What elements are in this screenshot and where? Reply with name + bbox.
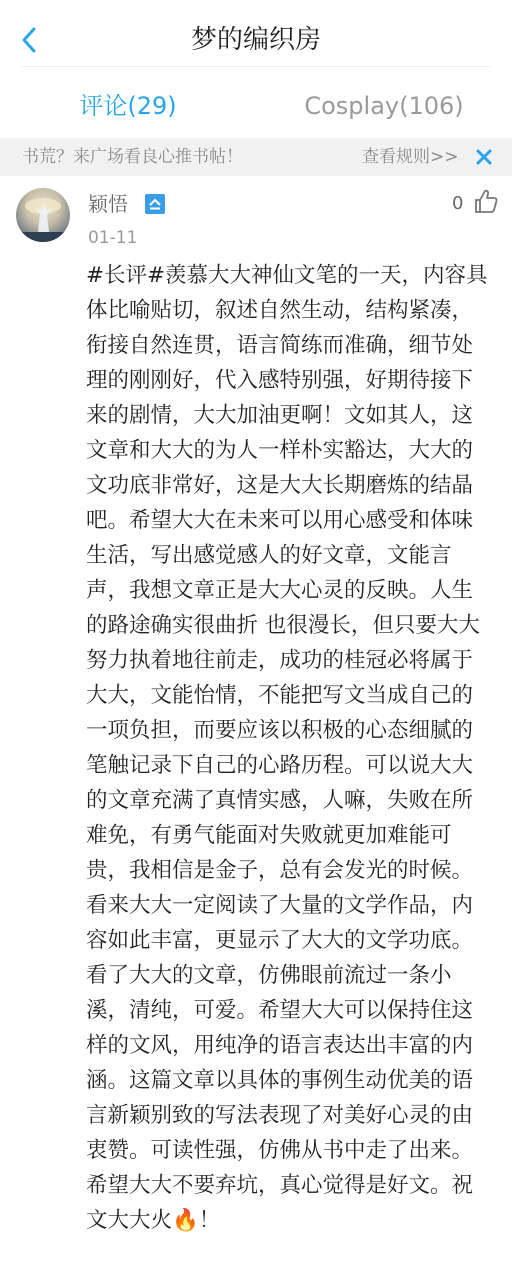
close-icon[interactable] [474,147,494,167]
avatar-image [16,188,70,242]
top-bar [0,0,512,80]
rules-link[interactable]: 查看规则>> [362,147,459,167]
banner-text[interactable]: 书荒？来广场看良心推书帖！ [22,147,243,167]
comment-item [0,176,512,1280]
divider [22,66,490,67]
like-count: 0 [452,193,464,214]
page-title: 梦的编织房 [190,25,321,55]
thumbs-up-icon[interactable] [474,188,498,214]
tab-comments[interactable]: 评论(29) [79,92,177,120]
username[interactable]: 颖悟 [88,192,128,216]
level-badge-icon [145,194,165,214]
tab-cosplay[interactable]: Cosplay(106) [304,92,464,120]
promo-banner [0,138,512,176]
tab-bar [0,80,512,132]
comment-date: 01-11 [88,228,138,248]
comment-body: #长评#羡慕大大神仙文笔的一天，内容具体比喻贴切，叙述自然生动，结构紧凑，衔接自然连贯，语言简练而准确，细节处理的刚刚好，代入感特别强，好期待接下来的剧情，大大加油更啊！文如其人，这文章和大大的为人一样朴实豁达，大大的文功底非常好，这是大大长期磨炼的结晶吧。希望大大在未来可以用心感受和体味生活，写出感觉感人的好文章，文能言声，我想文章正是大大心灵的反映。人生的路途确实很曲折 也很漫长，但只要大大努力执着地往前走，成功的桂冠必将属于大大，文能怡情，不能把写文当成自己的一项负担，而要应该以积极的心态细腻的笔触记录下自己的心路历程。可以说大大的文章充满了真情实感，人嘛，失败在所难免，有勇气能面对失败就更加难能可贵，我相信是金子，总有会发光的时候。看来大大一定阅读了大量的文学作品，内容如此丰富，更显示了大大的文学功底。看了大大的文章，仿佛眼前流过一条小溪，清纯，可爱。希望大大可以保持住这样的文风，用纯净的语言表达出丰富的内涵。这篇文章以具体的事例生动优美的语言新颖别致的写法表现了对美好心灵的由衷赞。可读性强，仿佛从书中走了出来。希望大大不要弃坑，真心觉得是好文。祝文大大火🔥！ [86,263,488,1233]
avatar[interactable] [16,188,70,242]
